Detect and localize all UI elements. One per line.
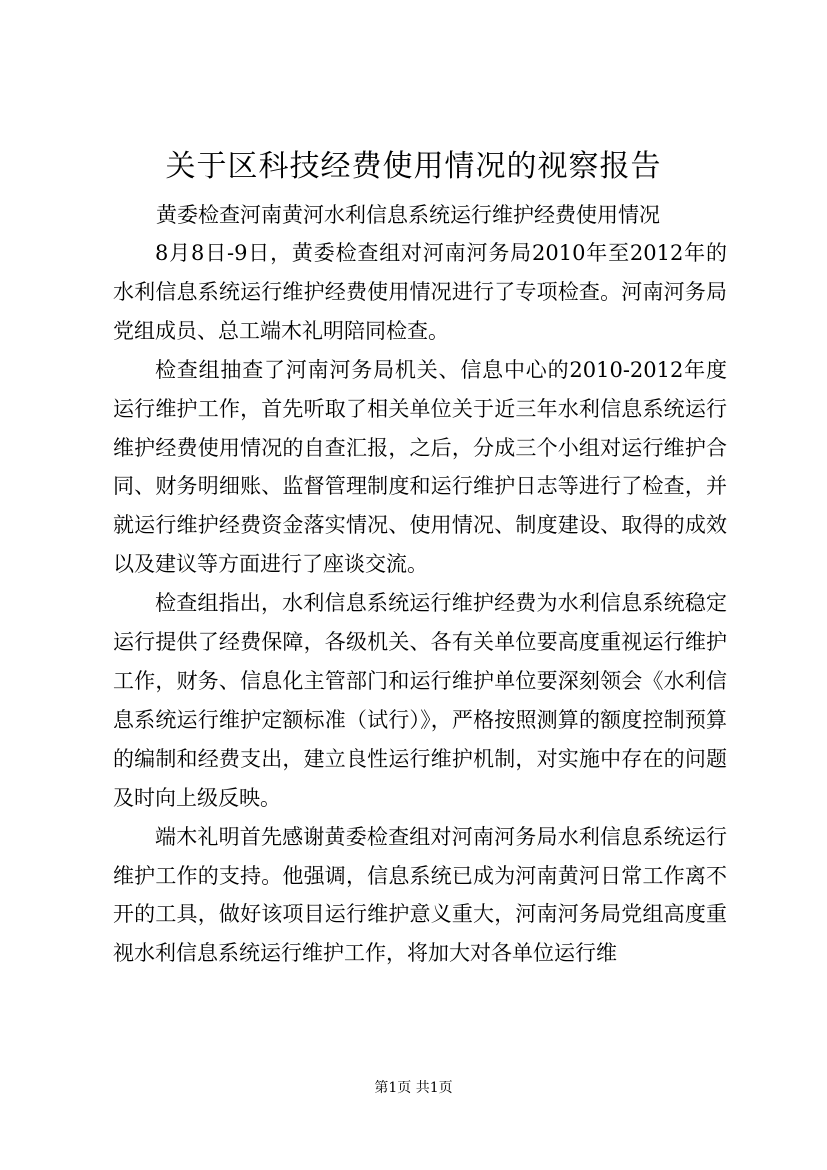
document-subtitle: 黄委检查河南黄河水利信息系统运行维护经费使用情况 [156,203,660,227]
paragraph-4: 端木礼明首先感谢黄委检查组对河南河务局水利信息系统运行维护工作的支持。他强调，信息系统已成为河南黄河日常工作离不开的工具，做好该项目运行维护意义重大，河南河务局党组高度重视水利信息系统运行维护工作，将加大对各单位运行维 [113,824,727,966]
page-footer: 第1页 共1页 [374,1080,453,1096]
document-title: 关于区科技经费使用情况的视察报告 [165,149,662,184]
paragraph-2: 检查组抽查了河南河务局机关、信息中心的2010-2012年度运行维护工作，首先听取了相关单位关于近三年水利信息系统运行维护经费使用情况的自查汇报，之后，分成三个小组对运行维护合同、财务明细账、监督管理制度和运行维护日志等进行了检查，并就运行维护经费资金落实情况、使用情况、制度建设、取得的成效以及建议等方面进行了座谈交流。 [113,357,727,577]
document-body [113,234,727,973]
paragraph-3: 检查组指出，水利信息系统运行维护经费为水利信息系统稳定运行提供了经费保障，各级机关、各有关单位要高度重视运行维护工作，财务、信息化主管部门和运行维护单位要深刻领会《水利信息系统运行维护定额标准（试行）》，严格按照测算的额度控制预算的编制和经费支出，建立良性运行维护机制，对实施中存在的问题及时向上级反映。 [113,591,727,810]
paragraph-1: 8月8日-9日，黄委检查组对河南河务局2010年至2012年的水利信息系统运行维护经费使用情况进行了专项检查。河南河务局党组成员、总工端木礼明陪同检查。 [113,241,727,343]
